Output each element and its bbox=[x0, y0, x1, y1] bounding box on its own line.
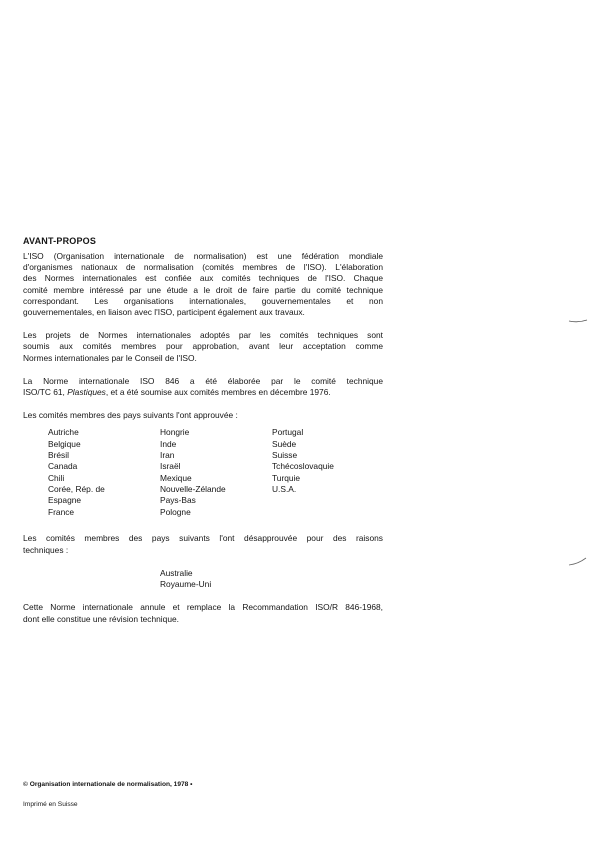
country-name: Iran bbox=[160, 450, 175, 461]
disapproved-countries-list bbox=[160, 568, 383, 591]
paragraph-line: techniques : bbox=[23, 544, 69, 555]
paragraph-line: correspondant. Les organisations internationales, gouvernementales et non bbox=[23, 295, 383, 306]
replacement-paragraph bbox=[23, 602, 383, 624]
approved-intro: Les comités membres des pays suivants l'ont approuvée : bbox=[23, 410, 238, 421]
foreword-section bbox=[23, 236, 383, 637]
country-name: U.S.A. bbox=[272, 483, 297, 494]
draft-approval-paragraph bbox=[23, 330, 383, 364]
country-column bbox=[160, 427, 226, 517]
paragraph-line: Les projets de Normes internationales adoptés par les comités techniques sont bbox=[23, 330, 383, 341]
country-name: Portugal bbox=[272, 427, 304, 438]
country-name: Mexique bbox=[160, 472, 192, 483]
paragraph-line: d'organismes nationaux de normalisation (comités membres de l'ISO). L'élaboration bbox=[23, 262, 383, 273]
paragraph-line: gouvernementales, en liaison avec l'ISO, participent également aux travaux. bbox=[23, 307, 305, 318]
copyright-notice: © Organisation internationale de normalisation, 1978 • bbox=[23, 781, 193, 788]
country-name: Corée, Rép. de bbox=[48, 483, 105, 494]
country-name: Belgique bbox=[48, 438, 81, 449]
paragraph-line: soumis aux comités membres pour approbation, avant leur acceptation comme bbox=[23, 341, 383, 352]
iso-846-paragraph bbox=[23, 376, 383, 398]
submission-text: , et a été soumise aux comités membres en décembre 1976. bbox=[105, 387, 331, 398]
country-name: France bbox=[48, 506, 75, 517]
country-name: Pologne bbox=[160, 506, 191, 517]
foreword-heading: AVANT-PROPOS bbox=[23, 236, 97, 246]
country-name: Pays-Bas bbox=[160, 495, 196, 506]
committee-title: Plastiques bbox=[67, 387, 106, 398]
country-name: Brésil bbox=[48, 450, 69, 461]
paragraph-line: La Norme internationale ISO 846 a été élaborée par le comité technique bbox=[23, 375, 383, 386]
country-name: Royaume-Uni bbox=[160, 579, 212, 590]
paragraph-line: comité membre intéressé par une étude a le droit de faire partie du comité technique bbox=[23, 284, 383, 295]
country-name: Autriche bbox=[48, 427, 79, 438]
printed-in-notice: Imprimé en Suisse bbox=[23, 801, 78, 808]
paragraph-line: L'ISO (Organisation internationale de normalisation) est une fédération mondiale bbox=[23, 251, 383, 261]
paragraph-line: Les comités membres des pays suivants l'ont désapprouvée pour des raisons bbox=[23, 533, 383, 544]
committee-ref: ISO/TC 61, bbox=[23, 387, 68, 398]
country-name: Israël bbox=[160, 461, 181, 472]
country-name: Australie bbox=[160, 567, 193, 578]
paragraph-line bbox=[23, 387, 383, 398]
country-name: Turquie bbox=[272, 472, 301, 483]
iso-intro-paragraph bbox=[23, 251, 383, 318]
paragraph-line: Cette Norme internationale annule et remplace la Recommandation ISO/R 846-1968, bbox=[23, 602, 383, 613]
country-name: Tchécoslovaquie bbox=[272, 461, 334, 472]
country-name: Suisse bbox=[272, 450, 298, 461]
paragraph-line: Normes internationales par le Conseil de l'ISO. bbox=[23, 352, 197, 363]
country-name: Chili bbox=[48, 472, 65, 483]
country-name: Inde bbox=[160, 438, 177, 449]
scan-mark-icon bbox=[568, 318, 588, 324]
country-name: Canada bbox=[48, 461, 78, 472]
paragraph-line: des Normes internationales est confiée aux comités techniques de l'ISO. Chaque bbox=[23, 273, 383, 284]
scan-mark-icon bbox=[568, 555, 588, 567]
country-name: Hongrie bbox=[160, 427, 190, 438]
country-name: Suède bbox=[272, 438, 297, 449]
country-column bbox=[272, 427, 334, 495]
country-name: Espagne bbox=[48, 495, 82, 506]
disapproved-intro bbox=[23, 533, 383, 555]
country-name: Nouvelle-Zélande bbox=[160, 483, 226, 494]
country-column bbox=[48, 427, 105, 517]
paragraph-line: dont elle constitue une révision technique. bbox=[23, 613, 179, 624]
approved-countries-list bbox=[23, 427, 383, 519]
